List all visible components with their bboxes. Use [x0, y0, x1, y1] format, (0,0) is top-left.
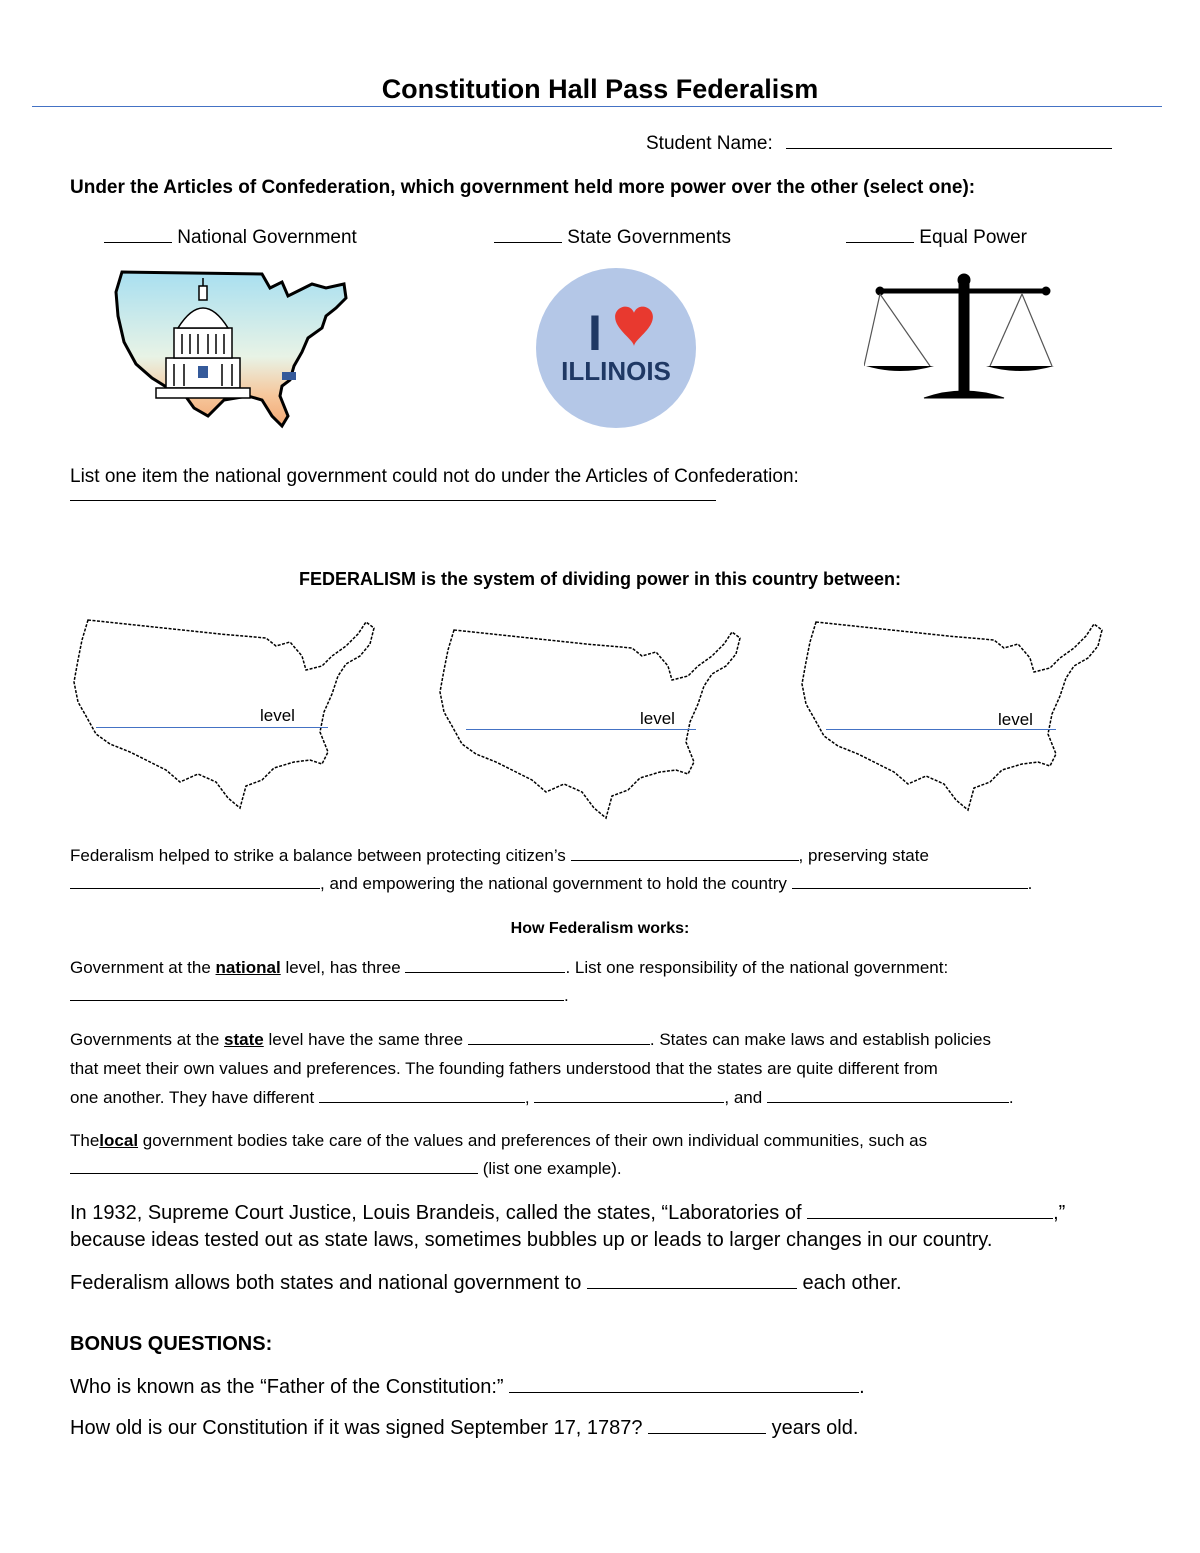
map-2-blank[interactable] — [466, 729, 696, 730]
local-keyword: local — [99, 1131, 139, 1150]
brandeis-line-2: because ideas tested out as state laws, sometimes bubbles up or leads to larger changes in our country. — [70, 1229, 993, 1251]
national-line-2 — [70, 986, 569, 1006]
local-text-1: The — [70, 1131, 100, 1150]
state-text-1: Governments at the — [70, 1030, 220, 1049]
option-national-blank[interactable] — [104, 224, 172, 243]
national-text-2: level, has three — [285, 958, 401, 977]
bonus-q1-text: Who is known as the “Father of the Constitution:” — [70, 1376, 504, 1398]
local-line-2 — [70, 1159, 622, 1179]
bonus-q1-blank[interactable] — [509, 1374, 859, 1393]
brandeis-text-2: ,” — [1053, 1202, 1066, 1224]
balance-end: . — [1027, 874, 1033, 893]
state-blank-1[interactable] — [468, 1030, 650, 1045]
state-line-2: that meet their own values and preferences. The founding fathers understood that the states are quite different from — [70, 1059, 938, 1078]
state-end: . — [1008, 1088, 1014, 1107]
balance-text-2: , preserving state — [798, 846, 929, 865]
option-national — [104, 224, 357, 249]
bonus-heading: BONUS QUESTIONS: — [70, 1333, 273, 1355]
state-line-1 — [70, 1030, 1160, 1050]
illinois-logo-text: ILLINOIS — [561, 356, 671, 386]
state-and: , and — [724, 1088, 763, 1107]
national-blank-2[interactable] — [70, 986, 564, 1001]
brandeis-line-1 — [70, 1200, 1160, 1225]
state-keyword: state — [224, 1030, 264, 1049]
allows-blank[interactable] — [587, 1270, 797, 1289]
balance-blank-1[interactable] — [571, 846, 799, 861]
brandeis-blank[interactable] — [807, 1200, 1053, 1219]
map-3-label: level — [998, 710, 1033, 729]
illinois-logo-i: I — [588, 305, 602, 361]
option-national-label: National Government — [177, 227, 357, 248]
page-title: Constitution Hall Pass Federalism — [381, 74, 819, 104]
balance-blank-3[interactable] — [792, 874, 1028, 889]
student-name-row — [646, 130, 1112, 155]
brandeis-text-1: In 1932, Supreme Court Justice, Louis Brandeis, called the states, “Laboratories of — [70, 1202, 802, 1224]
federalism-heading: FEDERALISM is the system of dividing power in this country between: — [298, 569, 902, 589]
balance-line-2 — [70, 874, 1150, 894]
local-text-3: (list one example). — [482, 1159, 622, 1178]
option-equal-blank[interactable] — [846, 224, 914, 243]
map-2-label: level — [640, 709, 675, 728]
allows-text-2: each other. — [802, 1272, 902, 1294]
balance-text-1: Federalism helped to strike a balance between protecting citizen’s — [70, 846, 566, 865]
map-1-label: level — [260, 706, 295, 725]
state-text-3: . States can make laws and establish policies — [649, 1030, 991, 1049]
bonus-q1 — [70, 1374, 865, 1399]
state-comma: , — [524, 1088, 530, 1107]
map-1-blank[interactable] — [96, 727, 328, 728]
option-state — [494, 224, 731, 249]
bonus-q2-end: years old. — [771, 1417, 859, 1439]
national-blank-1[interactable] — [405, 958, 565, 973]
title-rule — [32, 106, 1162, 107]
state-line-3 — [70, 1088, 1160, 1108]
option-equal — [846, 224, 1027, 249]
usa-map-3 — [798, 614, 1110, 814]
option-state-blank[interactable] — [494, 224, 562, 243]
bonus-q1-end: . — [859, 1376, 865, 1398]
national-text-3: . List one responsibility of the national government: — [565, 958, 949, 977]
balance-scale-icon — [864, 272, 1060, 410]
option-state-label: State Governments — [567, 227, 731, 248]
local-line-1 — [70, 1131, 1160, 1151]
i-love-illinois-logo — [534, 266, 698, 430]
national-end: . — [564, 986, 569, 1005]
national-keyword: national — [215, 958, 281, 977]
allows-line — [70, 1270, 902, 1295]
usa-map-1 — [70, 612, 382, 812]
student-name-label: Student Name: — [646, 133, 773, 154]
bonus-q2-text: How old is our Constitution if it was signed September 17, 1787? — [70, 1417, 643, 1439]
capitol-map-icon — [112, 266, 354, 432]
how-heading: How Federalism works: — [510, 920, 690, 937]
state-blank-2[interactable] — [319, 1088, 525, 1103]
state-blank-3[interactable] — [534, 1088, 724, 1103]
national-line-1 — [70, 958, 1160, 978]
balance-text-3: , and empowering the national government to hold the country — [320, 874, 787, 893]
state-text-4: one another. They have different — [70, 1088, 315, 1107]
state-blank-4[interactable] — [767, 1088, 1009, 1103]
q2-answer-blank[interactable] — [70, 500, 716, 501]
bonus-q2 — [70, 1415, 858, 1440]
student-name-blank[interactable] — [786, 130, 1112, 149]
bonus-q2-blank[interactable] — [648, 1415, 766, 1434]
q2-prompt: List one item the national government could not do under the Articles of Confederation: — [70, 466, 799, 487]
usa-map-2 — [436, 622, 748, 822]
q1-prompt: Under the Articles of Confederation, which government held more power over the other (select one): — [70, 177, 976, 198]
local-blank[interactable] — [70, 1159, 478, 1174]
balance-blank-2[interactable] — [70, 874, 320, 889]
national-text-1: Government at the — [70, 958, 211, 977]
allows-text-1: Federalism allows both states and national government to — [70, 1272, 582, 1294]
state-text-2: level have the same three — [268, 1030, 464, 1049]
balance-line-1 — [70, 846, 1150, 866]
option-equal-label: Equal Power — [919, 227, 1028, 248]
local-text-2: government bodies take care of the values and preferences of their own individual communities, such as — [142, 1131, 928, 1150]
